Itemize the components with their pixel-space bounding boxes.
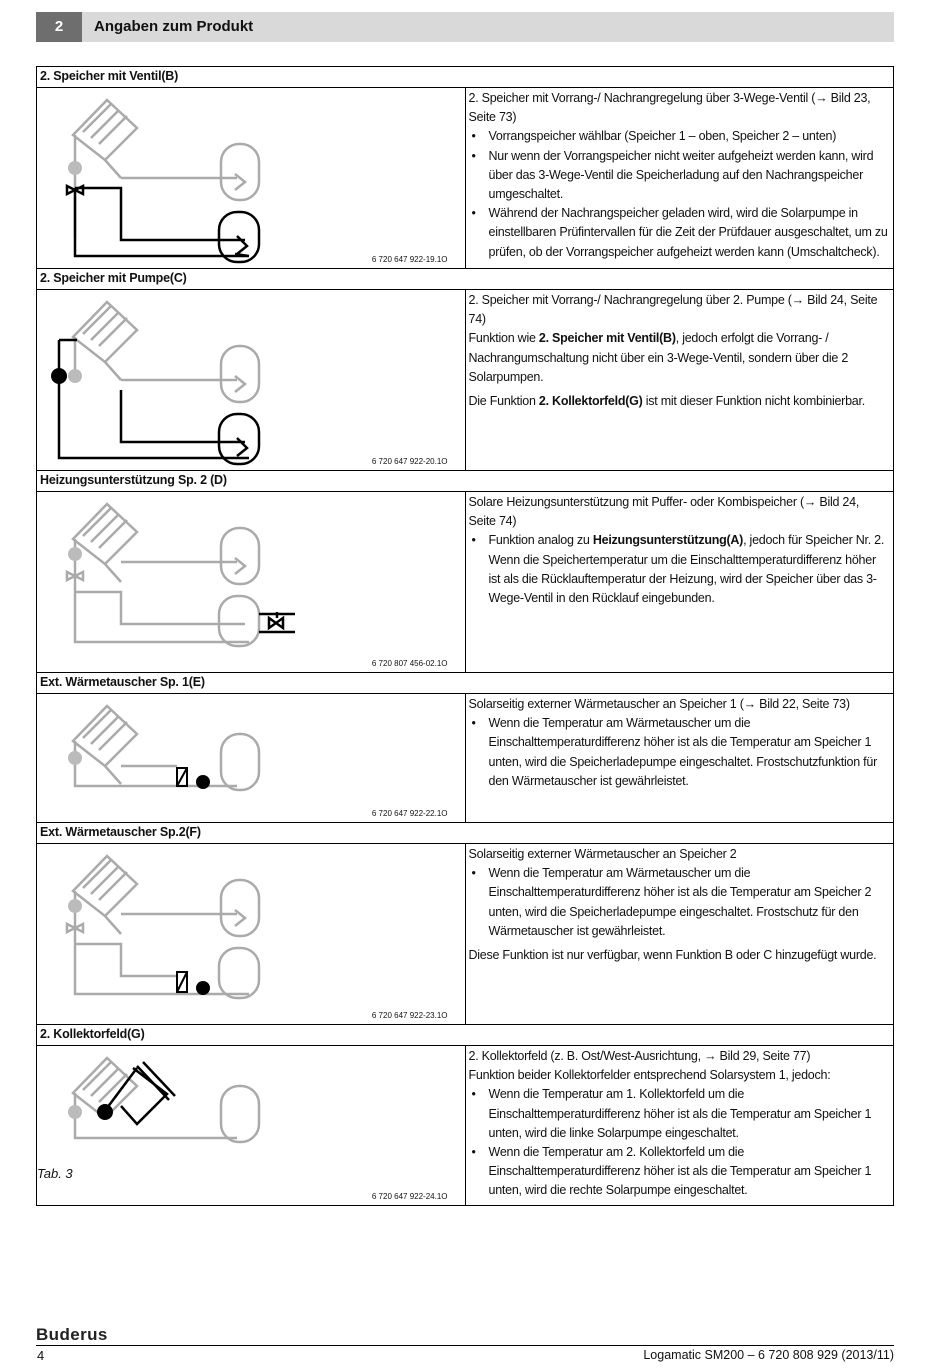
schematic-b (37, 88, 314, 268)
text-g (465, 1046, 894, 1206)
bullet-d-1: • Funktion analog zu Heizungsunterstützung(A), jedoch für Speicher Nr. 2. Wenn die Speichertemperatur um die Einschalttemperaturdifferenz höher ist als die Rücklauftemperatur der Heizung, wird der Speicher über das 3-Wege-Ventil in den Rücklauf eingebunden. (469, 531, 890, 608)
row-title-g: 2. Kollektorfeld(G) (37, 1025, 894, 1046)
text-f (465, 844, 894, 1025)
bullet-b-2: • Nur wenn der Vorrangspeicher nicht weiter aufgeheizt werden kann, wird über das 3-Wege-Ventil die Speicherladung auf den Nachrangspeicher umgeschaltet. (469, 147, 890, 205)
row-title-b: 2. Speicher mit Ventil(B) (37, 67, 894, 88)
pump-icon (68, 369, 82, 383)
figure-id: 6 720 647 922-19.1O (371, 255, 448, 264)
bullet-g-1: • Wenn die Temperatur am 1. Kollektorfeld um die Einschalttemperaturdifferenz höher ist als die Temperatur am Speicher 1 unten, wird die linke Solarpumpe eingeschaltet. (469, 1085, 890, 1143)
bullet-f-1: • Wenn die Temperatur am Wärmetauscher um die Einschalttemperaturdifferenz höher ist als die Temperatur am Speicher 2 unten, wird die Speicherladepumpe eingeschaltet. Frostschutz für den Wärmetauscher ist gewährleistet. (469, 864, 890, 941)
figure-b (37, 88, 466, 269)
table-caption: Tab. 3 (37, 1166, 73, 1181)
figure-id: 6 720 647 922-20.1O (371, 457, 448, 466)
text-c (465, 290, 894, 471)
document-reference: Logamatic SM200 – 6 720 808 929 (2013/11) (643, 1348, 894, 1362)
pump-icon (68, 899, 82, 913)
bullet-b-3: • Während der Nachrangspeicher geladen wird, wird die Solarpumpe in einstellbaren Prüfintervallen für die Zeit der Prüfdauer ausgeschaltet, um zu prüfen, ob der Vorrangspeicher aufgeheizt werden kann (Umschaltcheck). (469, 204, 890, 262)
text-e (465, 694, 894, 823)
schematic-c (37, 290, 314, 470)
bullet-b-1: • Vorrangspeicher wählbar (Speicher 1 – oben, Speicher 2 – unten) (469, 127, 890, 146)
intro-g: 2. Kollektorfeld (z. B. Ost/West-Ausrichtung, → Bild 29, Seite 77) (468, 1049, 811, 1063)
pump-icon (68, 547, 82, 561)
intro-e: Solarseitig externer Wärmetauscher an Speicher 1 (→ Bild 22, Seite 73) (468, 697, 850, 711)
bullet-e-1: • Wenn die Temperatur am Wärmetauscher um die Einschalttemperaturdifferenz höher ist als die Temperatur am Speicher 1 unten, wird die Speicherladepumpe eingeschaltet. Frostschutzfunktion für den Wärmetauscher ist gewährleistet. (469, 714, 890, 791)
intro-d: Solare Heizungsunterstützung mit Puffer- oder Kombispeicher (→ Bild 24, Seite 74) (468, 495, 860, 529)
intro-b: 2. Speicher mit Vorrang-/ Nachrangregelung über 3-Wege-Ventil (→ Bild 23, Seite 73) (468, 91, 871, 125)
function-table (36, 66, 894, 1206)
chapter-title: Angaben zum Produkt (94, 18, 254, 35)
schematic-f (37, 844, 314, 1024)
page-number: 4 (37, 1348, 45, 1363)
figure-id: 6 720 807 456-02.1O (371, 659, 448, 668)
figure-c (37, 290, 466, 471)
pump-icon (68, 1105, 82, 1119)
schematic-d (37, 492, 314, 672)
figure-f (37, 844, 466, 1025)
row-title-d: Heizungsunterstützung Sp. 2 (D) (37, 471, 894, 492)
figure-id: 6 720 647 922-24.1O (371, 1191, 448, 1201)
chapter-header (36, 12, 894, 42)
row-title-f: Ext. Wärmetauscher Sp.2(F) (37, 823, 894, 844)
pump-icon (68, 161, 82, 175)
pump-icon (97, 1104, 113, 1120)
schematic-g (37, 1046, 314, 1172)
figure-d (37, 492, 466, 673)
text-d (465, 492, 894, 673)
brand-logo: Buderus (36, 1325, 108, 1344)
line2-g: Funktion beider Kollektorfelder entsprechend Solarsystem 1, jedoch: (468, 1068, 831, 1083)
pump-icon (68, 751, 82, 765)
figure-id: 6 720 647 922-23.1O (371, 1011, 448, 1020)
chapter-number: 2 (36, 12, 82, 42)
para-c-1: Funktion wie 2. Speicher mit Ventil(B), jedoch erfolgt die Vorrang- / Nachrangumschaltung nicht über ein 3-Wege-Ventil, sondern über die 2 Solarpumpen. (468, 331, 849, 384)
pump-icon (196, 775, 210, 789)
pump-icon (51, 368, 67, 384)
footer-divider (36, 1345, 894, 1346)
figure-e (37, 694, 466, 823)
row-title-c: 2. Speicher mit Pumpe(C) (37, 269, 894, 290)
figure-id: 6 720 647 922-22.1O (371, 809, 448, 818)
intro-f: Solarseitig externer Wärmetauscher an Speicher 2 (468, 847, 737, 861)
note-f: Diese Funktion ist nur verfügbar, wenn Funktion B oder C hinzugefügt wurde. (468, 948, 877, 963)
schematic-e (37, 694, 314, 822)
text-b (465, 88, 894, 269)
pump-icon (196, 981, 210, 995)
valve-icon (259, 612, 295, 632)
para-c-2: Die Funktion 2. Kollektorfeld(G) ist mit dieser Funktion nicht kombinierbar. (468, 394, 865, 409)
row-title-e: Ext. Wärmetauscher Sp. 1(E) (37, 673, 894, 694)
bullet-g-2: • Wenn die Temperatur am 2. Kollektorfeld um die Einschalttemperaturdifferenz höher ist als die Temperatur am Speicher 1 unten, wird die rechte Solarpumpe eingeschaltet. (469, 1143, 890, 1201)
intro-c: 2. Speicher mit Vorrang-/ Nachrangregelung über 2. Pumpe (→ Bild 24, Seite 74) (468, 293, 878, 327)
figure-g (37, 1046, 466, 1206)
